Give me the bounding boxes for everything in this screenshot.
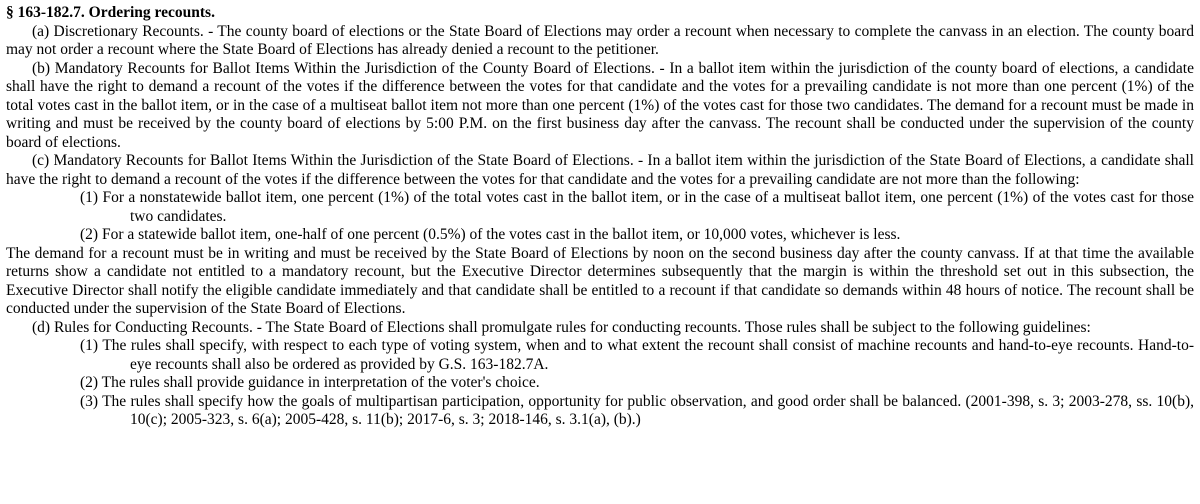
subsection-a: (a) Discretionary Recounts. - The county board of elections or the State Board of Elections may order a recount when necessary to complete the canvass in an election. The county board may not order a recount where the State Board of Elections has already denied a recount to the petitioner.: [6, 22, 1194, 58]
subsection-d-intro: (d) Rules for Conducting Recounts. - The State Board of Elections shall promulgate rules for conducting recounts. Those rules shall be subject to the following guidelines:: [32, 318, 1091, 336]
subsection-c-closing: The demand for a recount must be in writing and must be received by the State Board of Elections by noon on the second business day after the county canvass. If at that time the available returns show a candidate not entitled to a mandatory recount, but the Executive Director determines subsequently that the margin is within the threshold set out in this subsection, the Executive Director shall notify the eligible candidate immediately and that candidate shall be entitled to a recount if that candidate so demands within 48 hours of notice. The recount shall be conducted under the supervision of the State Board of Elections.: [6, 244, 1194, 317]
subsection-d-item-3: (3) The rules shall specify how the goals of multipartisan participation, opportunity for public observation, and good order shall be balanced. (2001-398, s. 3; 2003-278, ss. 10(b), 10(c); 2005-323, s. 6(a); 2005-428, s. 11(b); 2017-6, s. 3; 2018-146, s. 3.1(a), (b).): [80, 392, 1194, 428]
subsection-c-item-2: (2) For a statewide ballot item, one-half of one percent (0.5%) of the votes cast in the ballot item, or 10,000 votes, whichever is less.: [80, 226, 901, 243]
subsection-d-item-2: (2) The rules shall provide guidance in interpretation of the voter's choice.: [80, 374, 540, 391]
subsection-b: (b) Mandatory Recounts for Ballot Items Within the Jurisdiction of the County Board of Elections. - In a ballot item within the jurisdiction of the county board of elections, a candidate shall have the right to demand a recount of the votes if the difference between the votes for that candidate and the votes for a prevailing candidate is not more than one percent (1%) of the total votes cast in the ballot item, or in the case of a multiseat ballot item not more than one percent (1%) of the votes cast for those two candidates. The demand for a recount must be made in writing and must be received by the county board of elections by 5:00 P.M. on the first business day after the canvass. The recount shall be conducted under the supervision of the county board of elections.: [6, 59, 1194, 151]
subsection-d-item-1: (1) The rules shall specify, with respect to each type of voting system, when and to what extent the recount shall consist of machine recounts and hand-to-eye recounts. Hand-to-eye recounts shall also be ordered as provided by G.S. 163-182.7A.: [80, 337, 1194, 373]
section-heading: § 163-182.7. Ordering recounts.: [6, 4, 215, 21]
subsection-c-item-1: (1) For a nonstatewide ballot item, one percent (1%) of the total votes cast in the ballot item, or in the case of a multiseat ballot item, one percent (1%) of the votes cast for those two candidates.: [80, 189, 1194, 225]
subsection-c-intro: (c) Mandatory Recounts for Ballot Items Within the Jurisdiction of the State Board of Elections. - In a ballot item within the jurisdiction of the State Board of Elections, a candidate shall have the right to demand a recount of the votes if the difference between the votes for that candidate and the votes for a prevailing candidate are not more than the following:: [6, 152, 1194, 188]
